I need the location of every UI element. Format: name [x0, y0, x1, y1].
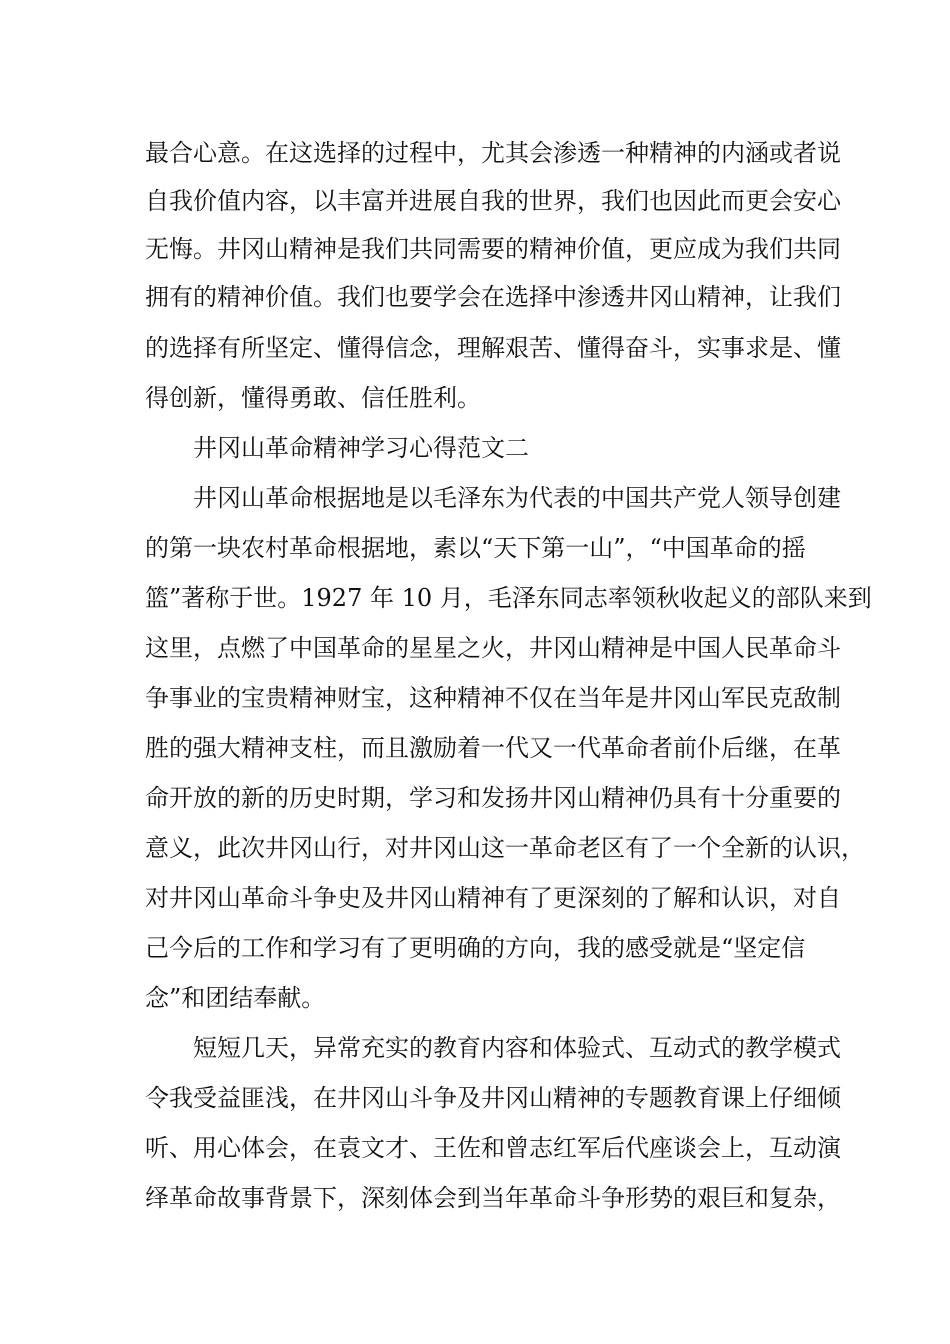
paragraph-line: 自我价值内容，以丰富并进展自我的世界，我们也因此而更会安心 [145, 187, 841, 215]
paragraph-line: 得创新，懂得勇敢、信任胜利。 [145, 384, 481, 412]
paragraph-line: 无悔。井冈山精神是我们共同需要的精神价值，更应成为我们共同 [145, 235, 841, 263]
paragraph-line: 念”和团结奉献。 [145, 984, 326, 1012]
paragraph-line: 绎革命故事背景下，深刻体会到当年革命斗争形势的艰巨和复杂， [145, 1184, 841, 1212]
section-heading: 井冈山革命精神学习心得范文二 [193, 434, 529, 462]
paragraph-line: 胜的强大精神支柱，而且激励着一代又一代革命者前仆后继，在革 [145, 734, 841, 762]
paragraph-line: 短短几天，异常充实的教育内容和体验式、互动式的教学模式 [193, 1034, 841, 1062]
paragraph-line: 的选择有所坚定、懂得信念，理解艰苦、懂得奋斗，实事求是、懂 [145, 334, 841, 362]
paragraph-line: 听、用心体会，在袁文才、王佐和曾志红军后代座谈会上，互动演 [145, 1134, 841, 1162]
paragraph-line: 的第一块农村革命根据地，素以“天下第一山”，“中国革命的摇 [145, 534, 806, 562]
paragraph-line: 令我受益匪浅，在井冈山斗争及井冈山精神的专题教育课上仔细倾 [145, 1084, 841, 1112]
paragraph-line: 拥有的精神价值。我们也要学会在选择中渗透井冈山精神，让我们 [145, 283, 841, 311]
paragraph-line: 最合心意。在这选择的过程中，尤其会渗透一种精神的内涵或者说 [145, 139, 841, 167]
paragraph-line: 对井冈山革命斗争史及井冈山精神有了更深刻的了解和认识，对自 [145, 884, 841, 912]
paragraph-line: 意义，此次井冈山行，对井冈山这一革命老区有了一个全新的认识， [145, 834, 865, 862]
paragraph-line: 井冈山革命根据地是以毛泽东为代表的中国共产党人领导创建 [193, 484, 841, 512]
paragraph-line: 命开放的新的历史时期，学习和发扬井冈山精神仍具有十分重要的 [145, 784, 841, 812]
paragraph-line: 这里，点燃了中国革命的星星之火，井冈山精神是中国人民革命斗 [145, 634, 841, 662]
paragraph-line: 己今后的工作和学习有了更明确的方向，我的感受就是“坚定信 [145, 934, 806, 962]
paragraph-line: 争事业的宝贵精神财宝，这种精神不仅在当年是井冈山军民克敌制 [145, 684, 841, 712]
paragraph-line: 篮”著称于世。1927 年 10 月，毛泽东同志率领秋收起义的部队来到 [145, 584, 872, 612]
